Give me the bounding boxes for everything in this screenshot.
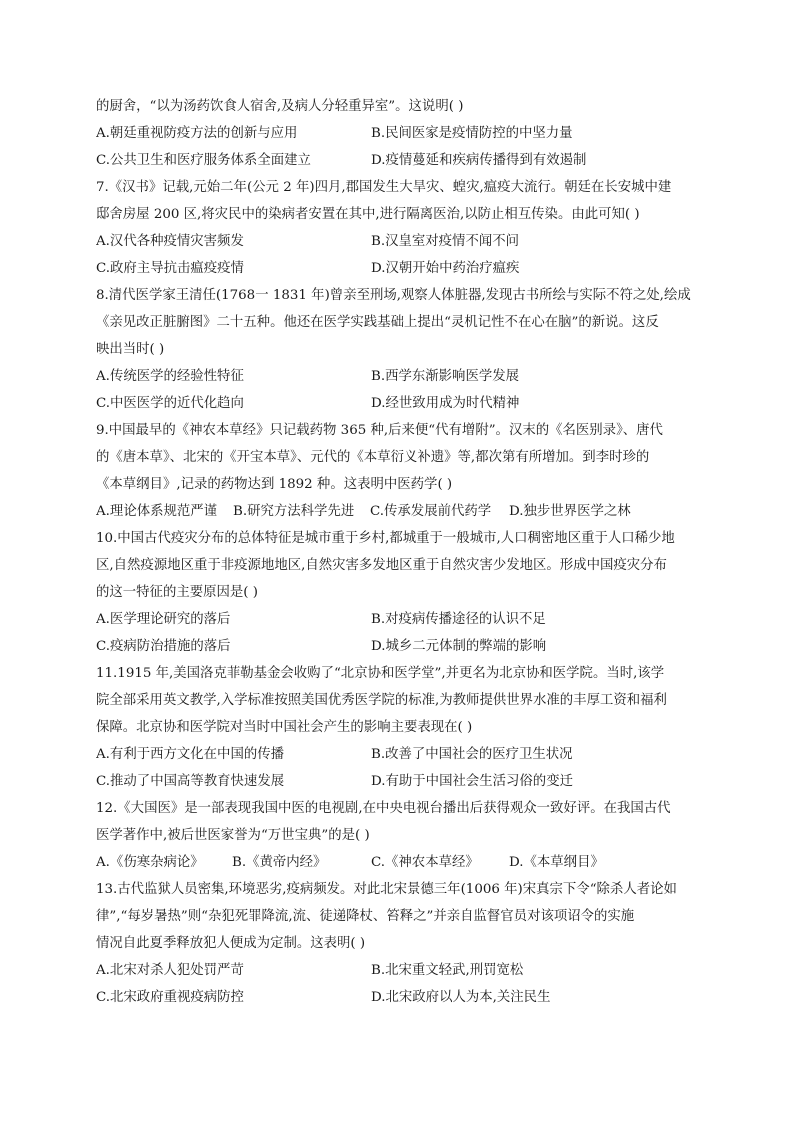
question-stem-line: 10.中国古代疫灾分布的总体特征是城市重于乡村,都城重于一般城市,人口稠密地区重于人口稀少地 [96,531,675,546]
question-stem-line: 映出当时( ) [96,342,165,357]
option-a[interactable]: A.传统医学的经验性特征 [96,369,244,384]
option-d[interactable]: D.北宋政府以人为本,关注民生 [371,990,551,1005]
options-row [96,147,706,174]
options-row [96,768,706,795]
option-a[interactable]: A.《伤寒杂病论》 [96,855,204,870]
question-stem-line: 院全部采用英文教学,入学标准按照美国优秀医学院的标准,为教师提供世界水准的丰厚工资和福利 [96,693,667,708]
question-stem-line: 11.1915 年,美国洛克菲勒基金会收购了“北京协和医学堂”,并更名为北京协和医学院。当时,该学 [96,666,665,681]
question-stem-line: 医学著作中,被后世医家誉为“万世宝典”的是( ) [96,828,370,843]
option-a[interactable]: A.医学理论研究的落后 [96,612,231,627]
option-b[interactable]: B.西学东渐影响医学发展 [371,369,520,384]
question-stem-line: 8.清代医学家王清任(1768一 1831 年)曾亲至刑场,观察人体脏器,发现古书所绘与实际不符之处,绘成 [96,288,691,303]
option-d[interactable]: D.独步世界医学之林 [509,504,631,519]
option-c[interactable]: C.北宋政府重视疫病防控 [96,990,244,1005]
option-a[interactable]: A.理论体系规范严谨 [96,504,218,519]
question-stem-line: 7.《汉书》记载,元始二年(公元 2 年)四月,郡国发生大旱灾、蝗灾,瘟疫大流行。朝廷在长安城中建 [96,180,672,195]
options-row [96,633,706,660]
option-c[interactable]: C.公共卫生和医疗服务体系全面建立 [96,153,311,168]
options-row [96,228,706,255]
question-stem-line: 《本草纲目》,记录的药物达到 1892 种。这表明中医药学( ) [96,477,453,492]
option-b[interactable]: B.汉皇室对疫情不闻不问 [371,234,520,249]
option-d[interactable]: D.疫情蔓延和疾病传播得到有效遏制 [371,153,587,168]
exam-page [96,93,706,1011]
option-b[interactable]: B.《黄帝内经》 [232,855,327,870]
option-c[interactable]: C.疫病防治措施的落后 [96,639,231,654]
option-b[interactable]: B.研究方法科学先进 [233,504,355,519]
options-row [96,498,706,525]
option-a[interactable]: A.朝廷重视防疫方法的创新与应用 [96,126,298,141]
option-b[interactable]: B.对疫病传播途径的认识不足 [371,612,546,627]
options-row [96,390,706,417]
question-stem-line: 的这一特征的主要原因是( ) [96,585,259,600]
question-stem-line: 的厨舍，“以为汤药饮食人宿舍,及病人分轻重异室”。这说明( ) [96,99,464,114]
option-d[interactable]: D.有助于中国社会生活习俗的变迁 [371,774,573,789]
option-d[interactable]: D.城乡二元体制的弊端的影响 [371,639,547,654]
option-c[interactable]: C.中医医学的近代化趋向 [96,396,244,411]
options-row [96,849,706,876]
question-stem-line: 区,自然疫源地区重于非疫源地地区,自然灾害多发地区重于自然灾害少发地区。形成中国疫灾分布 [96,558,667,573]
question-stem-line: 12.《大国医》是一部表现我国中医的电视剧,在中央电视台播出后获得观众一致好评。在我国古代 [96,801,671,816]
option-c[interactable]: C.政府主导抗击瘟疫疫情 [96,261,244,276]
question-stem-line: 9.中国最早的《神农本草经》只记载药物 365 种,后来便“代有增附”。汉末的《名医别录》、唐代 [96,423,663,438]
option-b[interactable]: B.改善了中国社会的医疗卫生状况 [371,747,573,762]
question-stem-line: 邸舍房屋 200 区,将灾民中的染病者安置在其中,进行隔离医治,以防止相互传染。由此可知( ) [96,207,640,222]
option-a[interactable]: A.北宋对杀人犯处罚严苛 [96,963,244,978]
question-stem-line: 《亲见改正脏腑图》二十五种。他还在医学实践基础上提出“灵机记性不在心在脑”的新说。这反 [96,315,659,330]
option-d[interactable]: D.汉朝开始中药治疗瘟疾 [371,261,520,276]
options-row [96,120,706,147]
option-a[interactable]: A.有利于西方文化在中国的传播 [96,747,285,762]
question-stem-line: 保障。北京协和医学院对当时中国社会产生的影响主要表现在( ) [96,720,473,735]
question-stem-line: 13.古代监狱人员密集,环境恶劣,疫病频发。对此北宋景德三年(1006 年)宋真宗下令“除杀人者论如 [96,882,677,897]
question-stem-line: 的《唐本草》、北宋的《开宝本草》、元代的《本草衍义补遗》等,都次第有所增加。到李时珍的 [96,450,650,465]
options-row [96,741,706,768]
option-c[interactable]: C.推动了中国高等教育快速发展 [96,774,285,789]
option-c[interactable]: C.《神农本草经》 [371,855,479,870]
question-stem-line: 情况自此夏季释放犯人便成为定制。这表明( ) [96,936,366,951]
options-row [96,255,706,282]
option-a[interactable]: A.汉代各种疫情灾害频发 [96,234,244,249]
question-stem-line: 律”,“每岁暑热”则“杂犯死罪降流,流、徒递降杖、笞释之”并亲自监督官员对该项诏令的实施 [96,909,635,924]
options-row [96,984,706,1011]
option-d[interactable]: D.《本草纲目》 [509,855,604,870]
option-c[interactable]: C.传承发展前代药学 [370,504,492,519]
options-row [96,606,706,633]
option-b[interactable]: B.民间医家是疫情防控的中坚力量 [371,126,573,141]
options-row [96,363,706,390]
options-row [96,957,706,984]
option-b[interactable]: B.北宋重文轻武,刑罚宽松 [371,963,524,978]
option-d[interactable]: D.经世致用成为时代精神 [371,396,520,411]
